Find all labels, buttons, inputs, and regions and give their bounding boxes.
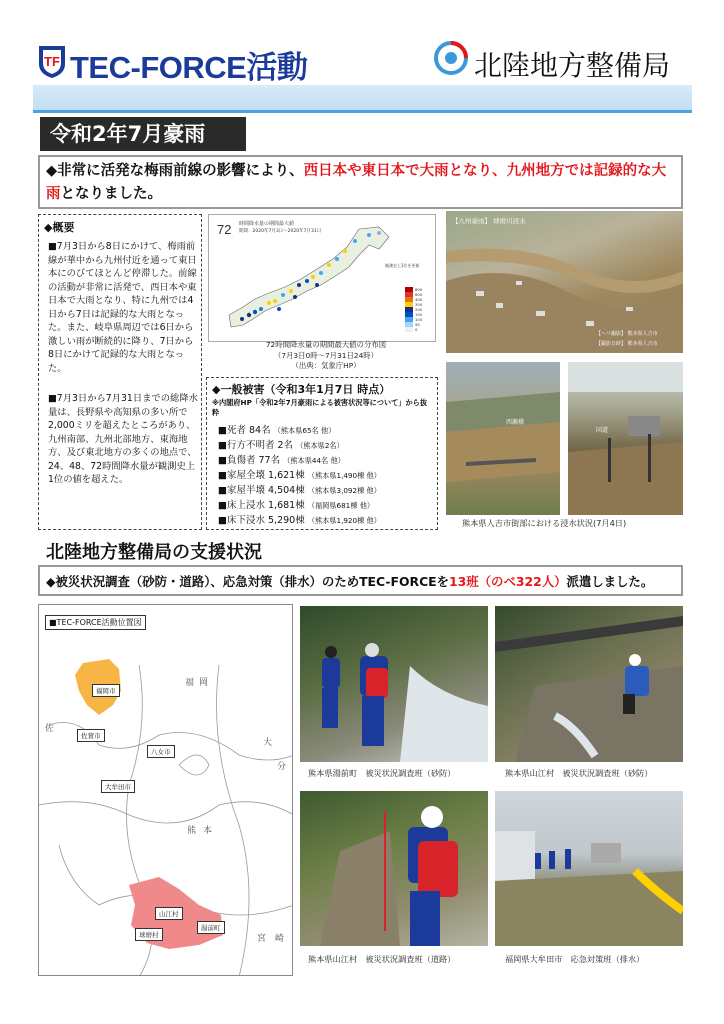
damage-row: ■負傷者 77名 （熊本県44名 他） [218, 455, 345, 466]
tec-force-shield-icon [37, 44, 67, 80]
svg-text:佐: 佐 [45, 724, 55, 734]
aerial-credit-1: 【ヘリ撮影】 熊本県人吉市 [596, 331, 658, 337]
team-photo-yunomae [300, 606, 488, 762]
damage-row: ■家屋半壊 4,504棟 （熊本県3,092棟 他） [218, 485, 381, 496]
rainfall-distribution-figure [209, 215, 436, 342]
header-band [33, 85, 692, 113]
damage-row: ■死者 84名 （熊本県65名 他） [218, 425, 336, 436]
mlit-logo-icon [433, 38, 469, 78]
rain-map-caption [208, 340, 444, 372]
rain-legend-label: 0 [415, 327, 418, 332]
rain-legend-label: 800 [415, 287, 423, 292]
flood-photo-caption: 熊本県人吉市街部における浸水状況(7月4日) [462, 518, 627, 528]
svg-text:福: 福 [185, 678, 195, 688]
svg-text:岡: 岡 [199, 678, 209, 688]
support-section-title: 北陸地方整備局の支援状況 [46, 542, 262, 563]
team-photo-caption-3: 熊本県山江村 被災状況調査班（道路） [308, 954, 456, 964]
aerial-tag: 【九州豪雨】 球磨川浸水 [452, 217, 526, 225]
rain-map-note: 観測史上1位を更新 [385, 263, 420, 268]
rain-legend-label: 300 [415, 302, 423, 307]
header-divider [33, 110, 692, 113]
svg-text:分: 分 [277, 762, 287, 772]
damage-note: ※内閣府HP「令和2年7月豪雨による被害状況等について」から抜粋 [212, 398, 428, 417]
position-map-title: ■TEC-FORCE活動位置図 [45, 615, 146, 630]
flood-photo-bridge [446, 362, 560, 515]
rain-legend-label: 150 [415, 312, 423, 317]
overview-paragraph-2: ■7月3日から7月31日までの総降水量は、長野県や高知県の多い所で2,000ミリを超えたところがあり、九州南部、九州北部地方、東海地方、及び東北地方の多くの地点で、24、48、72時間降水量が観測史上1位の値を超えた。 [48, 393, 198, 485]
team-photo-caption-4: 福岡県大牟田市 応急対策班（排水） [505, 954, 645, 964]
flood-photo-road [568, 362, 683, 515]
activity-position-map [38, 604, 293, 976]
rain-map-caption-3: （出典：気象庁HP） [291, 361, 361, 370]
rain-legend-label: 200 [415, 307, 423, 312]
rain-legend-label: 100 [415, 317, 423, 322]
event-title: 令和2年7月豪雨 [40, 117, 246, 151]
overview-heading: ◆概要 [44, 221, 75, 234]
team-photo-yamae-road [300, 791, 488, 946]
damage-row: ■行方不明者 2名 （熊本県2名） [218, 440, 344, 451]
site-kuma: 球磨村 [135, 928, 163, 941]
svg-text:本: 本 [203, 826, 213, 836]
aerial-flood-photo [446, 211, 683, 353]
aerial-credit-2: 【撮影日時】 熊本県人吉市 [596, 341, 658, 347]
svg-text:大: 大 [263, 738, 273, 748]
rain-map-caption-2: （7月3日0時～7月31日24時） [273, 350, 379, 360]
rain-legend-label: 50 [415, 322, 420, 327]
site-fukuoka: 福岡市 [92, 684, 120, 697]
rain-legend-label: 400 [415, 297, 423, 302]
rain-map-caption-1: 72時間降水量の期間最大値の分布図 [265, 340, 387, 349]
svg-text:崎: 崎 [275, 934, 285, 944]
team-photo-yamae-sabo [495, 606, 683, 762]
damage-row: ■家屋全壊 1,621棟 （熊本県1,490棟 他） [218, 470, 381, 481]
rain-legend [405, 287, 413, 332]
svg-text:熊: 熊 [187, 826, 197, 836]
flood-label-b: 国道 [596, 427, 609, 434]
damage-heading: ◆一般被害（令和3年1月7日 時点） [212, 383, 391, 396]
site-omuta: 大牟田市 [101, 780, 135, 793]
support-text: ◆被災状況調査（砂防・道路）、応急対策（排水）のためTEC-FORCEを13班（のべ322人）派遣しました。 [46, 574, 654, 589]
svg-text:宮: 宮 [257, 934, 267, 944]
lead-text: ◆非常に活発な梅雨前線の影響により、西日本や東日本で大雨となり、九州地方では記録的な大雨となりました。 [46, 163, 667, 202]
site-yamae: 山江村 [155, 907, 183, 920]
svg-text:TF: TF [44, 54, 60, 69]
team-photo-caption-1: 熊本県湯前町 被災状況調査班（砂防） [308, 768, 456, 778]
rain-map-title: 時間降水量の期間最大値 [239, 221, 295, 227]
team-photo-caption-2: 熊本県山江村 被災状況調査班（砂防） [505, 768, 653, 778]
site-saga: 佐賀市 [77, 729, 105, 742]
organization-name: 北陸地方整備局 [474, 49, 671, 82]
flood-label-a: 西瀬橋 [506, 419, 525, 426]
rainfall-map [208, 214, 436, 342]
rain-legend-label: 600 [415, 292, 423, 297]
overview-paragraph-1: ■7月3日から8日にかけて、梅雨前線が華中から九州付近を通って東日本にのびてほとんど停滞した。前線の活動が非常に活発で、西日本や東日本で大雨となり、特に九州では4日から7日は記録的な大雨となった。また、岐阜県周辺では6日から激しい雨が断続的に降り、7日から8日にかけて記録的な大雨となった。 [48, 241, 197, 374]
team-photo-omuta [495, 791, 683, 946]
site-yunomae: 湯前町 [197, 921, 225, 934]
rain-map-number: 72 [217, 222, 232, 237]
damage-row: ■床下浸水 5,290棟 （熊本県1,920棟 他） [218, 515, 381, 526]
site-yame: 八女市 [147, 745, 175, 758]
page-title: TEC-FORCE活動 [70, 50, 308, 85]
damage-row: ■床上浸水 1,681棟 （福岡県681棟 他） [218, 500, 375, 511]
rain-map-period: 期間：2020年7月3日〜2020年7月31日 [239, 229, 322, 234]
